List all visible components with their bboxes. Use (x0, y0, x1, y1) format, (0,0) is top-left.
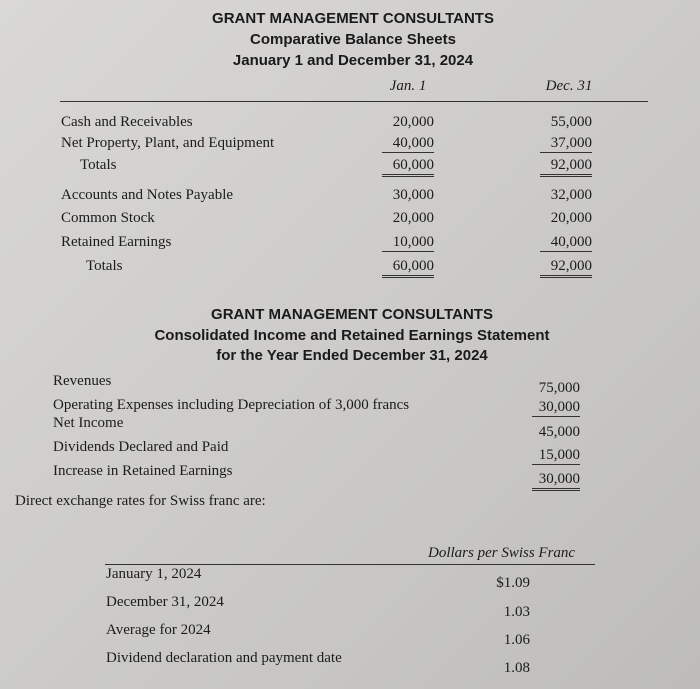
income-statement-company: GRANT MANAGEMENT CONSULTANTS (211, 306, 493, 323)
rate-label-dec: December 31, 2024 (106, 594, 224, 610)
cell-dec-ppe: 37,000 (540, 135, 592, 153)
cell-jan-retained-earnings: 10,000 (382, 234, 434, 252)
rate-label-dividend-date: Dividend declaration and payment date (106, 650, 342, 666)
rate-value-dec: 1.03 (503, 604, 530, 620)
cell-jan-liability-totals: 60,000 (382, 258, 434, 278)
row-label-cash: Cash and Receivables (61, 114, 193, 130)
cell-jan-cash: 20,000 (392, 114, 434, 130)
cell-net-income: 45,000 (538, 424, 580, 440)
rate-value-dividend-date: 1.08 (503, 660, 530, 676)
row-label-asset-totals: Totals (80, 157, 117, 173)
row-label-dividends: Dividends Declared and Paid (53, 439, 229, 455)
balance-sheet-company: GRANT MANAGEMENT CONSULTANTS (212, 10, 494, 27)
cell-dec-payables: 32,000 (550, 187, 592, 203)
header-rule (60, 101, 648, 102)
row-label-revenues: Revenues (53, 373, 112, 389)
column-header-dec: Dec. 31 (545, 78, 593, 94)
column-header-jan: Jan. 1 (389, 78, 427, 94)
cell-revenues: 75,000 (538, 380, 580, 396)
cell-dec-common-stock: 20,000 (550, 210, 592, 226)
cell-jan-asset-totals: 60,000 (382, 157, 434, 177)
row-label-liability-totals: Totals (86, 258, 123, 274)
row-label-retained-earnings: Retained Earnings (61, 234, 172, 250)
rate-value-average: 1.06 (503, 632, 530, 648)
row-label-common-stock: Common Stock (61, 210, 155, 226)
row-label-payables: Accounts and Notes Payable (61, 187, 234, 203)
row-label-increase-retained-earnings: Increase in Retained Earnings (53, 463, 233, 479)
exchange-rate-column-header: Dollars per Swiss Franc (428, 545, 576, 561)
income-statement-period: for the Year Ended December 31, 2024 (216, 347, 488, 364)
row-label-operating-expenses: Operating Expenses including Depreciation of 3,000 francs (53, 397, 410, 413)
row-label-ppe: Net Property, Plant, and Equipment (61, 135, 275, 151)
cell-dec-cash: 55,000 (550, 114, 592, 130)
balance-sheet-date: January 1 and December 31, 2024 (232, 52, 474, 69)
rate-label-jan: January 1, 2024 (106, 566, 202, 582)
income-statement-title: Consolidated Income and Retained Earnings Statement (154, 327, 550, 344)
cell-jan-ppe: 40,000 (382, 135, 434, 153)
cell-dec-asset-totals: 92,000 (540, 157, 592, 177)
cell-dec-liability-totals: 92,000 (540, 258, 592, 278)
rate-label-average: Average for 2024 (106, 622, 211, 638)
balance-sheet-title: Comparative Balance Sheets (250, 31, 456, 48)
rate-value-jan: $1.09 (496, 575, 530, 591)
cell-jan-payables: 30,000 (392, 187, 434, 203)
cell-operating-expenses: 30,000 (532, 399, 580, 417)
cell-dec-retained-earnings: 40,000 (540, 234, 592, 252)
cell-jan-common-stock: 20,000 (392, 210, 434, 226)
cell-increase-retained-earnings: 30,000 (532, 471, 580, 491)
exchange-rates-intro: Direct exchange rates for Swiss franc are: (15, 493, 266, 509)
exchange-rate-rule (105, 564, 595, 565)
row-label-net-income: Net Income (53, 415, 124, 431)
cell-dividends: 15,000 (532, 447, 580, 465)
